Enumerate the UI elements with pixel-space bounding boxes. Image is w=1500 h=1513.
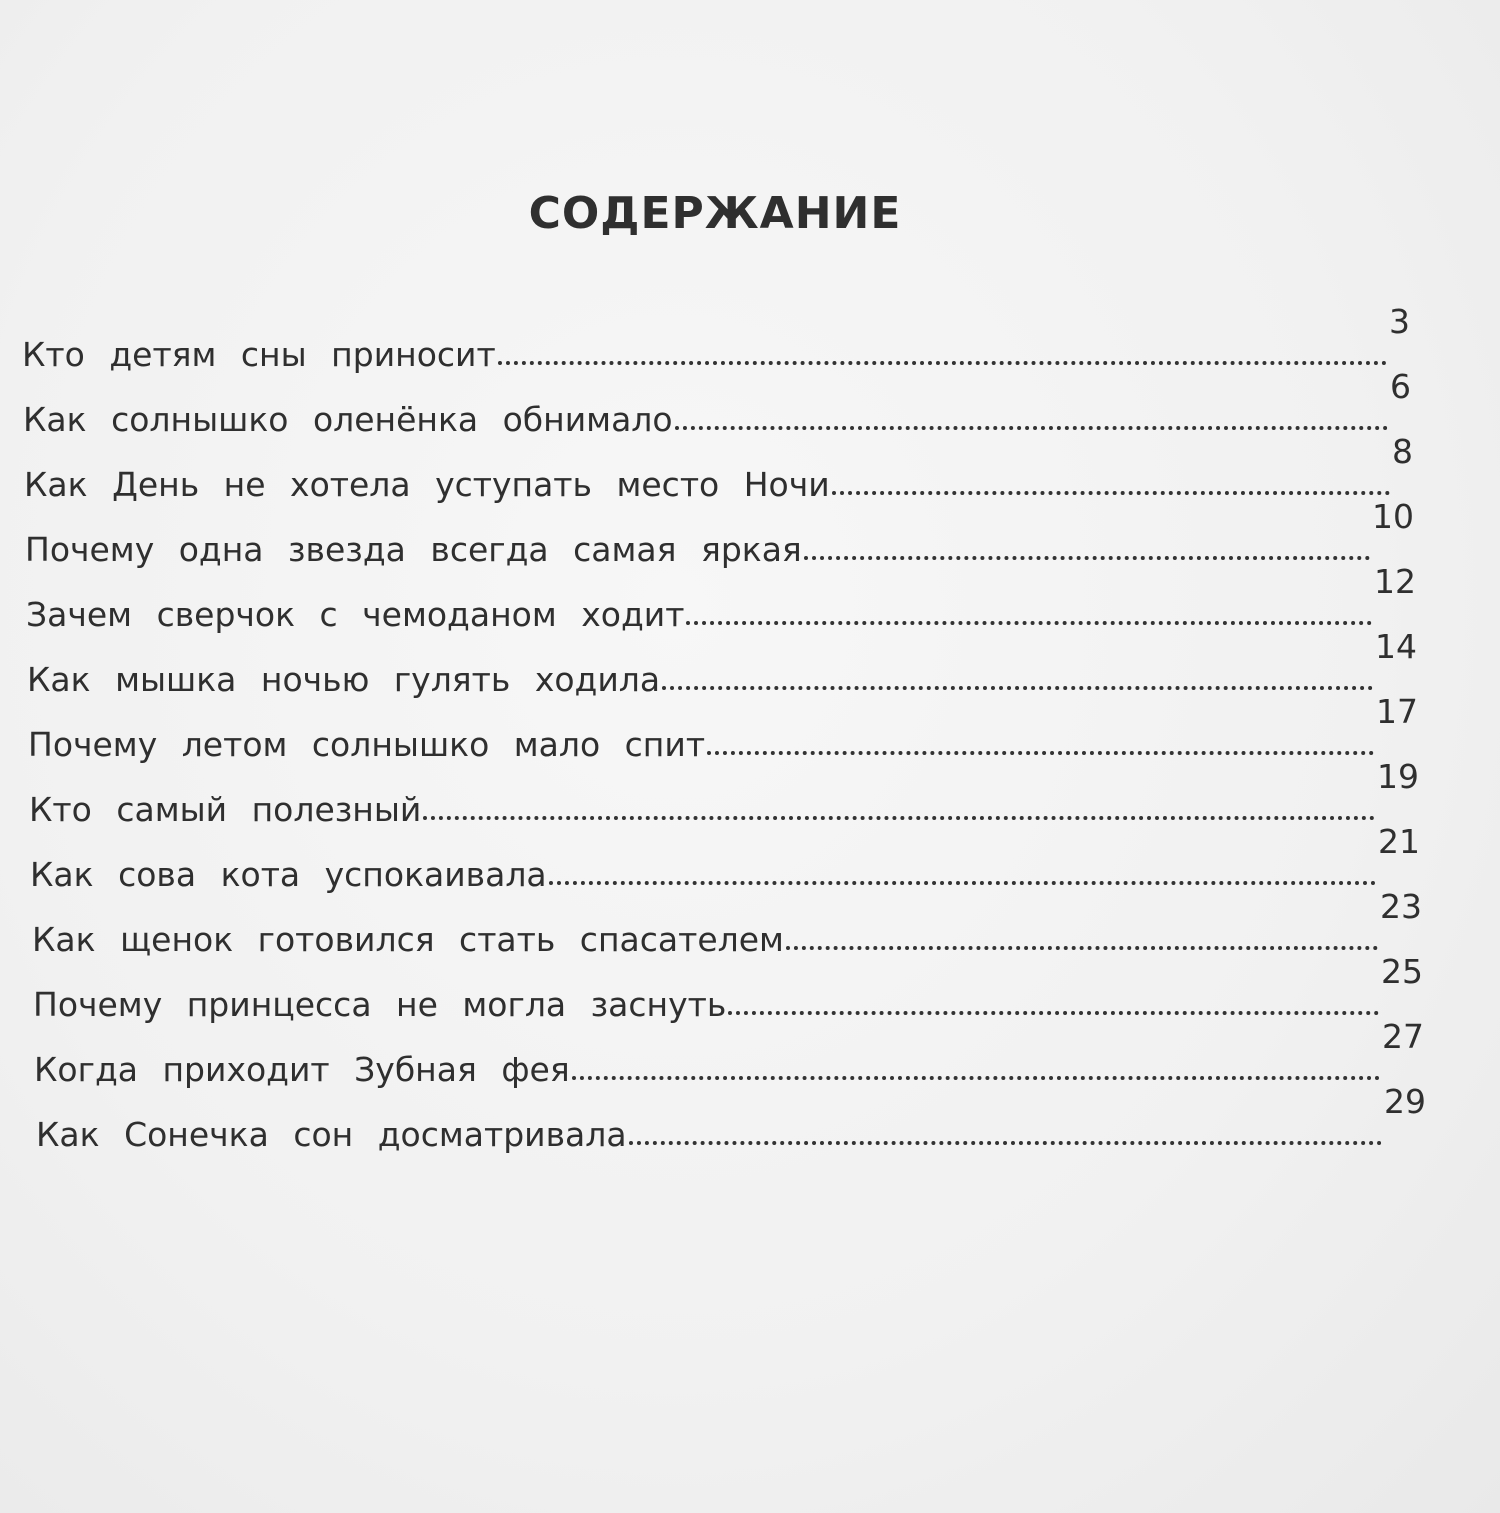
dot-leader [629,1141,1382,1145]
toc-entry-title: Когда приходит Зубная фея [34,1050,570,1089]
toc-entry-title: Как Сонечка сон досматривала [36,1115,627,1154]
toc-entry-title: Почему принцесса не могла заснуть [33,985,727,1024]
toc-entry-page: 21 [1378,822,1420,861]
toc-entry-title: Как щенок готовился стать спасателем [32,920,784,959]
toc-entry [24,432,1413,505]
dot-leader [686,621,1372,625]
toc-entry [36,1082,1426,1155]
dot-leader [572,1076,1380,1080]
toc-entry [22,302,1410,375]
toc-entry-title: Почему летом солнышко мало спит [28,725,706,764]
toc-entry-page: 12 [1374,562,1416,601]
toc-entry-page: 3 [1389,302,1410,341]
toc-entry-page: 27 [1382,1017,1424,1056]
dot-leader [549,881,1376,885]
toc-entry-title: Как сова кота успокаивала [30,855,547,894]
toc-entry-page: 23 [1380,887,1422,926]
toc-entry [28,692,1418,765]
dot-leader [804,556,1370,560]
dot-leader [786,946,1378,950]
dot-leader [832,491,1390,495]
toc-entry [27,627,1417,700]
toc-entry-page: 17 [1376,692,1418,731]
dot-leader [423,816,1375,820]
dot-leader [675,426,1388,430]
toc-entry [32,887,1422,960]
dot-leader [728,1011,1379,1015]
toc-entry-page: 10 [1372,497,1414,536]
toc-entry-page: 6 [1390,367,1411,406]
toc-entry-page: 14 [1375,627,1417,666]
toc-entry-title: Как мышка ночью гулять ходила [27,660,661,699]
toc-entry-page: 29 [1384,1082,1426,1121]
toc-entry [26,562,1416,635]
toc-entry-title: Как День не хотела уступать место Ночи [24,465,830,504]
toc-heading: СОДЕРЖАНИЕ [528,188,902,239]
toc-entry-title: Кто детям сны приносит [22,335,496,374]
toc-entry-page: 19 [1377,757,1419,796]
toc-entry [33,952,1423,1025]
dot-leader [707,751,1374,755]
toc-entry [29,757,1419,830]
dot-leader [662,686,1373,690]
toc-entry-title: Зачем сверчок с чемоданом ходит [26,595,685,634]
toc-entry [23,367,1411,440]
toc-entry [25,497,1414,570]
toc-entry-title: Кто самый полезный [29,790,422,829]
toc-entry-page: 8 [1392,432,1413,471]
toc-entry [34,1017,1424,1090]
dot-leader [498,361,1387,365]
toc-entry-page: 25 [1381,952,1423,991]
toc-entry-title: Почему одна звезда всегда самая яркая [25,530,802,569]
toc-entry-title: Как солнышко оленёнка обнимало [23,400,673,439]
toc-entry [30,822,1420,895]
